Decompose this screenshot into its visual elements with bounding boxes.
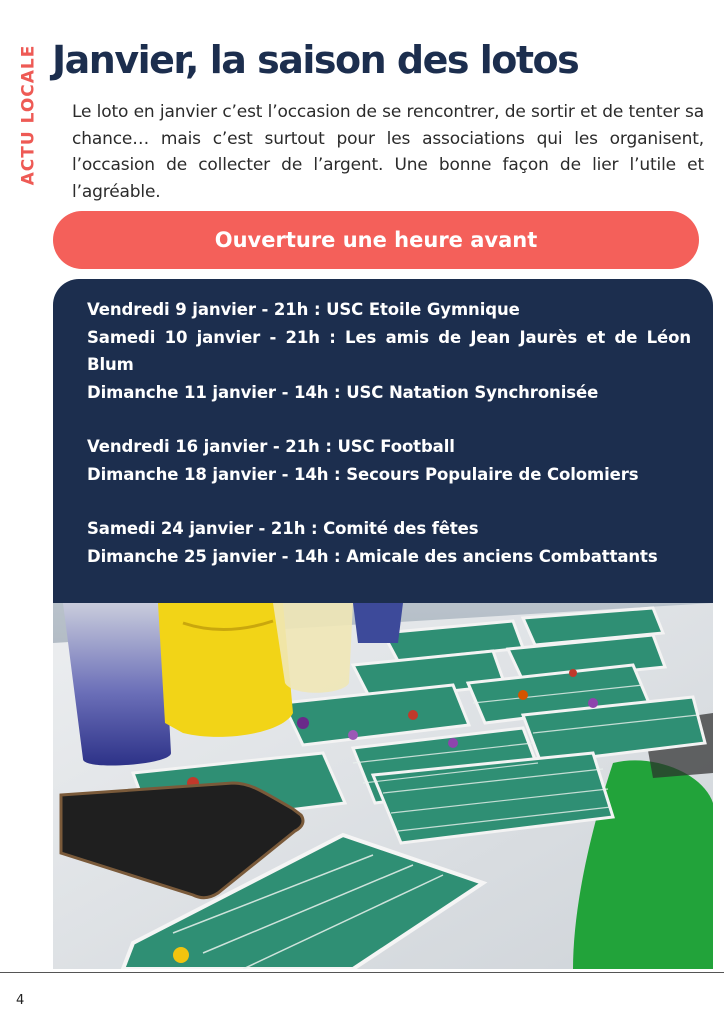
schedule-box [53,279,713,605]
opening-banner [53,211,699,269]
schedule-event: Vendredi 16 janvier - 21h : USC Football [87,437,455,456]
section-label-text: ACTU LOCALE [18,44,38,186]
page-title: Janvier, la saison des lotos [52,38,579,82]
page-number: 4 [16,993,25,1008]
opening-banner-text: Ouverture une heure avant [214,228,538,252]
schedule-event: Dimanche 11 janvier - 14h : USC Natation Synchronisée [87,382,599,402]
schedule-event: Samedi 10 janvier - 21h : Les amis de Jean Jaurès et de Léon Blum [87,327,691,374]
loto-photo-illustration [53,603,713,969]
schedule-event: Dimanche 25 janvier - 14h : Amicale des anciens Combattants [87,546,658,566]
section-label [17,40,39,190]
schedule-event: Samedi 24 janvier - 21h : Comité des fêtes [87,519,479,538]
schedule-event: Dimanche 18 janvier - 14h : Secours Populaire de Colomiers [87,464,639,484]
schedule-event: Vendredi 9 janvier - 21h : USC Etoile Gymnique [87,300,520,319]
footer-rule [0,972,724,973]
loto-photo [53,603,713,969]
schedule-group [87,296,691,406]
schedule-group [87,515,691,570]
intro-paragraph: Le loto en janvier c’est l’occasion de se rencontrer, de sortir et de tenter sa chance… mais c’est surtout pour les associations qui les organisent, l’occasion de collecter de l’argent. Une bonne façon de lier l’utile et l’agréable. [72,102,704,202]
schedule-group [87,433,691,488]
